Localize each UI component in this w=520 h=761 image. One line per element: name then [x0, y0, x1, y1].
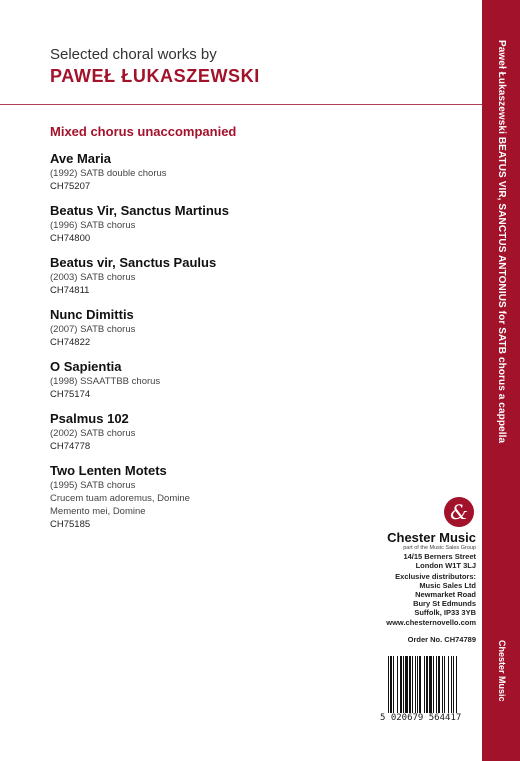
spine-title: Paweł Łukaszewski BEATUS VIR, SANCTUS ANTONIUS for SATB chorus a cappella [496, 40, 507, 444]
works-list [50, 151, 350, 541]
work-title: Beatus Vir, Sanctus Martinus [50, 203, 229, 218]
work-title: Ave Maria [50, 151, 111, 166]
barcode-block [380, 656, 476, 736]
work-detail: (2007) SATB chorus [50, 324, 136, 335]
work-title: Nunc Dimittis [50, 307, 134, 322]
work-item [50, 255, 350, 297]
header-subtitle: Selected choral works by [50, 46, 217, 63]
work-detail: (1998) SSAATTBB chorus [50, 376, 161, 387]
work-catalogue: CH74778 [50, 441, 91, 452]
work-title: Two Lenten Motets [50, 463, 167, 478]
work-item [50, 463, 350, 531]
work-detail: (2002) SATB chorus [50, 428, 136, 439]
publisher-name: Chester Music [387, 530, 476, 545]
work-detail: Memento mei, Domine [50, 506, 146, 517]
composer-name: PAWEŁ ŁUKASZEWSKI [50, 66, 260, 86]
distributor-heading: Exclusive distributors: [395, 572, 476, 581]
order-number: Order No. CH74789 [407, 635, 476, 644]
chester-logo-icon: & [444, 497, 474, 527]
work-catalogue: CH74811 [50, 285, 90, 296]
work-detail: Crucem tuam adoremus, Domine [50, 493, 190, 504]
work-detail: (2003) SATB chorus [50, 272, 136, 283]
work-catalogue: CH75185 [50, 519, 91, 530]
work-item [50, 203, 350, 245]
barcode-icon [388, 656, 476, 713]
distributor-line: Newmarket Road [415, 590, 476, 599]
work-item [50, 151, 350, 193]
work-item [50, 411, 350, 453]
work-detail: (1992) SATB double chorus [50, 168, 167, 179]
publisher-website: www.chesternovello.com [386, 618, 476, 627]
work-title: O Sapientia [50, 359, 122, 374]
work-catalogue: CH75174 [50, 389, 91, 400]
work-title: Psalmus 102 [50, 411, 129, 426]
work-detail: (1996) SATB chorus [50, 220, 136, 231]
work-catalogue: CH75207 [50, 181, 91, 192]
work-catalogue: CH74822 [50, 337, 91, 348]
spine-publisher: Chester Music [497, 640, 507, 702]
header-rule [0, 104, 482, 105]
distributor-line: Bury St Edmunds [413, 599, 476, 608]
distributor-line: Music Sales Ltd [419, 581, 476, 590]
publisher-block [387, 530, 476, 570]
work-title: Beatus vir, Sanctus Paulus [50, 255, 217, 270]
work-item [50, 307, 350, 349]
publisher-address-line: 14/15 Berners Street [403, 552, 476, 561]
distributor-block [395, 572, 476, 617]
barcode-digits: 5 020679 564417 [380, 713, 462, 723]
distributor-line: Suffolk, IP33 3YB [414, 608, 476, 617]
section-heading: Mixed chorus unaccompanied [50, 124, 237, 139]
work-catalogue: CH74800 [50, 233, 91, 244]
publisher-address-line: London W1T 3LJ [415, 561, 476, 570]
work-detail: (1995) SATB chorus [50, 480, 136, 491]
publisher-group-note: part of the Music Sales Group [403, 545, 476, 551]
work-item [50, 359, 350, 401]
